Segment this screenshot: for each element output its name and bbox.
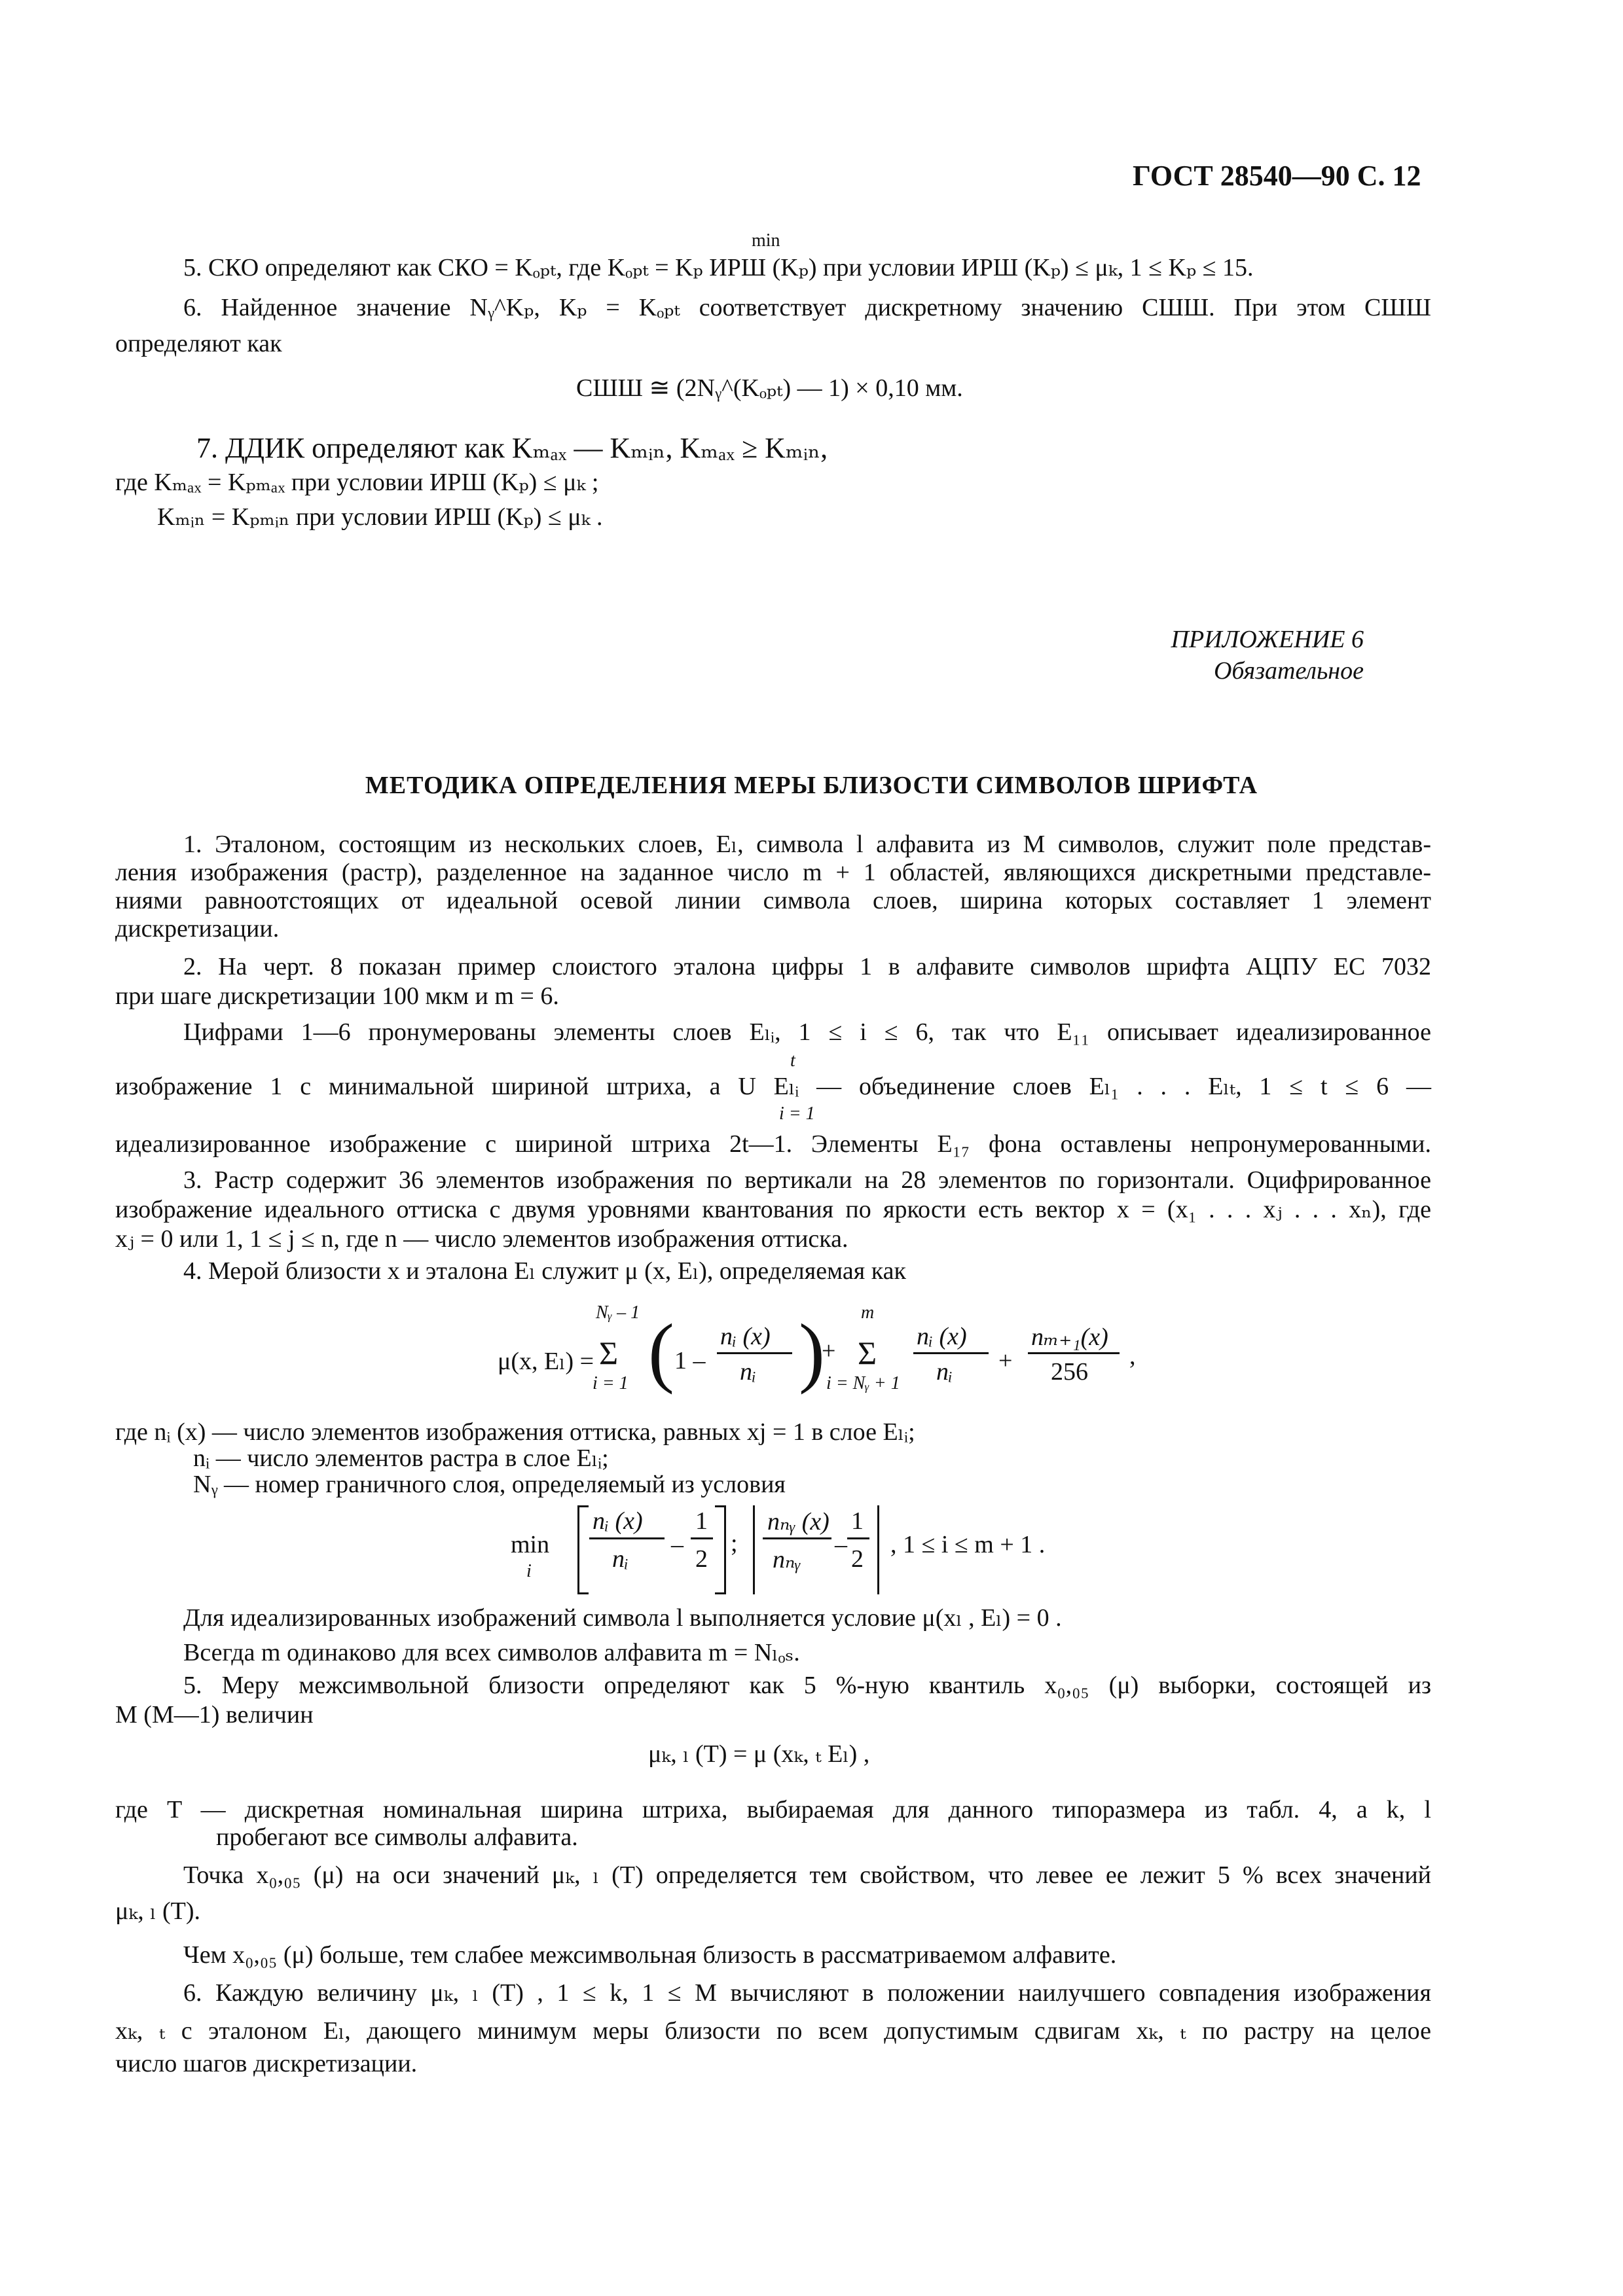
sum2-top: m (861, 1302, 875, 1323)
min-separator: ; (731, 1530, 738, 1557)
min-frac2-num: nₙᵧ (x) (767, 1508, 830, 1535)
p2b-line3: идеализированное изображение с шириной штриха 2t—1. Элементы E₁₇ фона оставлены непронумерованными. (115, 1130, 1431, 1158)
half1-den: 2 (695, 1545, 708, 1573)
sum2-sign: Σ (858, 1335, 877, 1371)
p2b-line1: Цифрами 1—6 пронумерованы элементы слоев Eₗᵢ, 1 ≤ i ≤ 6, так что E₁₁ описывает идеализированное (183, 1018, 1431, 1046)
min-frac1-line (589, 1537, 665, 1539)
paragraph-7-line1: 7. ДДИК определяют как Kₘₐₓ — Kₘᵢₙ, Kₘₐₓ ≥ Kₘᵢₙ, (196, 432, 828, 464)
min-minus1: – (671, 1531, 684, 1558)
half1-line (691, 1537, 713, 1539)
p1-line1: 1. Эталоном, состоящим из нескольких слоев, Eₗ, символа l алфавита из M символов, служит поле представ- (183, 831, 1431, 858)
frac1-num: nᵢ (x) (720, 1323, 771, 1350)
sum1-bottom: i = 1 (593, 1373, 629, 1393)
frac1-line (717, 1352, 792, 1354)
min-frac1-den: nᵢ (612, 1545, 629, 1573)
one-minus: 1 – (674, 1347, 706, 1374)
min-tail: , 1 ≤ i ≤ m + 1 . (890, 1531, 1046, 1558)
page-header-code: ГОСТ 28540—90 С. 12 (1133, 160, 1421, 192)
min-word: min (511, 1531, 550, 1558)
min-label: min (752, 230, 780, 251)
p5-line2: M (M—1) величин (115, 1701, 314, 1729)
min-minus2: – (835, 1531, 847, 1558)
p1-line3: ниями равноотстоящих от идеальной осевой линии символа слоев, ширина которых составляет 1 элемент (115, 887, 1431, 914)
paragraph-5-top: 5. СКО определяют как СКО = Kₒₚₜ, где Kₒₚₜ = Kₚ ИРШ (Kₚ) при условии ИРШ (Kₚ) ≤ μₖ, 1 ≤ Kₚ ≤ 15. (183, 254, 1254, 281)
p1-line4: дискретизации. (115, 915, 280, 942)
p3-line2: изображение идеального оттиска с двумя уровнями квантования по яркости есть вектор x = (x₁ . . . xⱼ . . . xₙ), где (115, 1196, 1431, 1223)
formula-sshsh: СШШ ≅ (2Nᵧ^(Kₒₚₜ) — 1) × 0,10 мм. (576, 374, 963, 402)
paren-close: ) (799, 1308, 825, 1395)
bracket-right (715, 1505, 726, 1594)
p6-line1: 6. Каждую величину μₖ, ₗ (T) , 1 ≤ k, 1 ≤ M вычисляют в положении наилучшего совпадения изображения (183, 1979, 1431, 2007)
sum2-bottom: i = Nᵧ + 1 (826, 1373, 900, 1393)
half1-num: 1 (695, 1507, 708, 1535)
p2b-line2: изображение 1 с минимальной шириной штриха, а U Eₗᵢ — объединение слоев Eₗ₁ . . . Eₗₜ, 1 ≤ t ≤ 6 — (115, 1073, 1431, 1100)
min-sub: i (526, 1561, 532, 1581)
paragraph-7-line3: Kₘᵢₙ = Kₚₘᵢₙ при условии ИРШ (Kₚ) ≤ μₖ . (157, 503, 603, 531)
paragraph-7-line2: где Kₘₐₓ = Kₚₘₐₓ при условии ИРШ (Kₚ) ≤ μₖ ; (115, 469, 599, 496)
p1-line2: ления изображения (растр), разделенное на заданное число m + 1 областей, являющихся дискретными представле- (115, 859, 1431, 886)
cond2-line: Всегда m одинаково для всех символов алфавита m = Nₗₒₛ. (183, 1639, 800, 1666)
half2-den: 2 (851, 1545, 864, 1573)
p6-line2: xₖ, ₜ с эталоном Eₗ, дающего минимум меры близости по всем допустимым сдвигам xₖ, ₜ по растру на целое (115, 2017, 1431, 2045)
frac2-line (913, 1352, 989, 1354)
min-frac2-den: nₙᵧ (773, 1546, 801, 1573)
paragraph-6-line1: 6. Найденное значение Nᵧ^Kₚ, Kₚ = Kₒₚₜ соответствует дискретному значению СШШ. При этом СШШ (183, 294, 1431, 321)
sum1-sign: Σ (599, 1335, 619, 1371)
frac2-den: nᵢ (936, 1358, 953, 1386)
half2-line (847, 1537, 869, 1539)
p2-line2: при шаге дискретизации 100 мкм и m = 6. (115, 982, 559, 1010)
sum1-top: Nᵧ – 1 (596, 1302, 640, 1323)
section-title: МЕТОДИКА ОПРЕДЕЛЕНИЯ МЕРЫ БЛИЗОСТИ СИМВОЛОВ ШРИФТА (365, 772, 1258, 799)
p6-line3: число шагов дискретизации. (115, 2050, 418, 2077)
plus2: + (998, 1347, 1013, 1374)
where-line3: Nᵧ — номер граничного слоя, определяемый из условия (193, 1471, 786, 1498)
min-frac2-line (763, 1537, 831, 1539)
point-line1: Точка x₀,₀₅ (μ) на оси значений μₖ, ₗ (T) определяется тем свойством, что левее ее лежит 5 % всех значений (183, 1861, 1431, 1889)
where-line2: nᵢ — число элементов растра в слое Eₗᵢ; (193, 1444, 609, 1472)
mu-plus: + (822, 1337, 836, 1365)
p4-line: 4. Мерой близости x и эталона Eₗ служит μ (x, Eₗ), определяемая как (183, 1257, 906, 1285)
abs-bar-right (877, 1505, 879, 1594)
bracket-left (577, 1505, 589, 1594)
p3-line1: 3. Растр содержит 36 элементов изображения по вертикали на 28 элементов по горизонтали. Оцифрированное (183, 1166, 1431, 1194)
appendix-status: Обязательное (1213, 657, 1364, 685)
mu-lhs: μ(x, Eₗ) = (498, 1348, 594, 1375)
where-line1: где nᵢ (x) — число элементов изображения оттиска, равных xj = 1 в слое Eₗᵢ; (115, 1418, 915, 1446)
frac3-den: 256 (1051, 1358, 1088, 1386)
frac2-num: nᵢ (x) (917, 1323, 967, 1350)
formula-mukl: μₖ, ₗ (T) = μ (xₖ, ₜ Eₗ) , (648, 1740, 870, 1768)
p3-line3: xⱼ = 0 или 1, 1 ≤ j ≤ n, где n — число элементов изображения оттиска. (115, 1225, 848, 1253)
appendix-label: ПРИЛОЖЕНИЕ 6 (1171, 626, 1364, 653)
frac1-den: nᵢ (740, 1358, 757, 1386)
half2-num: 1 (851, 1507, 864, 1535)
point-line2: μₖ, ₗ (T). (115, 1897, 200, 1925)
p5-line1: 5. Меру межсимвольной близости определяют как 5 %-ную квантиль x₀,₀₅ (μ) выборки, состоящей из (183, 1672, 1431, 1699)
frac3-line (1028, 1352, 1120, 1354)
p2-line1: 2. На черт. 8 показан пример слоистого эталона цифры 1 в алфавите символов шрифта АЦПУ ЕС 7032 (183, 953, 1431, 980)
min-frac1-num: nᵢ (x) (593, 1507, 643, 1535)
paren-open: ( (648, 1308, 674, 1395)
bigger-line: Чем x₀,₀₅ (μ) больше, тем слабее межсимвольная близость в рассматриваемом алфавите. (183, 1941, 1117, 1969)
abs-bar-left (753, 1505, 755, 1594)
mu-tail: , (1129, 1342, 1136, 1370)
where-t-line1: где T — дискретная номинальная ширина штриха, выбираемая для данного типоразмера из табл. 4, а k, l (115, 1796, 1431, 1823)
where-t-line2: пробегают все символы алфавита. (216, 1823, 578, 1851)
cond1-line: Для идеализированных изображений символа l выполняется условие μ(xₗ , Eₗ) = 0 . (183, 1604, 1062, 1632)
frac3-num: nₘ₊₁(x) (1031, 1323, 1108, 1351)
union-bottom: i = 1 (779, 1103, 815, 1124)
paragraph-6-line2: определяют как (115, 330, 282, 357)
union-top: t (790, 1050, 795, 1071)
